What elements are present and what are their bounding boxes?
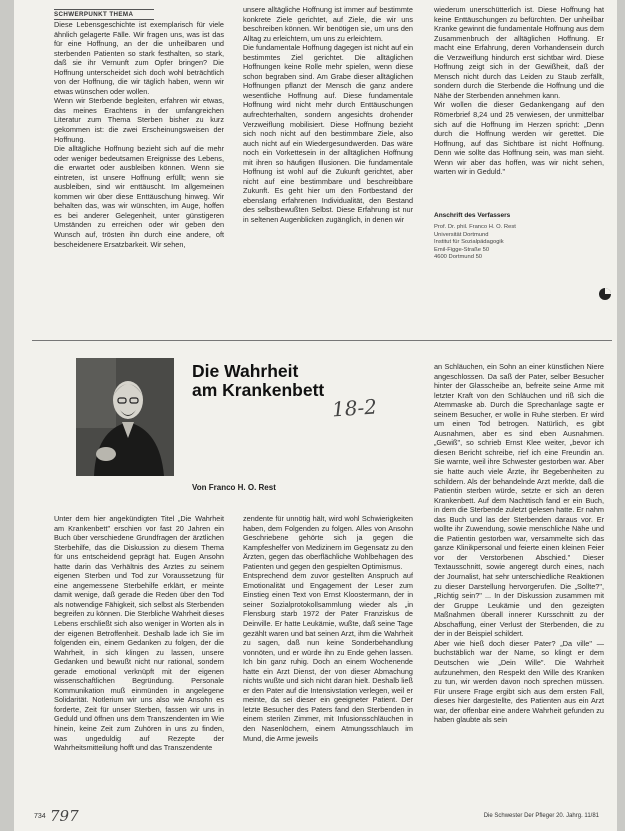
author-address bbox=[434, 224, 604, 262]
article-byline: Von Franco H. O. Rest bbox=[192, 483, 276, 492]
paragraph: zendente für unnötig hält, wird wohl Schwierigkeiten haben, dem Folgenden zu folgen. Alles von Ansohn Geschriebene gehörte sich ja gegen die Kampfeshelfer von Medizinern im Gegensatz zu den Ärzten, gegen das oberflächliche Wohlbehagen des Patienten und gegen den gespielten Optimismus. bbox=[243, 514, 413, 571]
paragraph: unsere alltägliche Hoffnung ist immer auf bestimmte konkrete Ziele gerichtet, auf Ziele, die wir uns beschreiben können. Wir benötigen sie, um uns den Alltag zu erleichtern, um uns zu erleichtern. bbox=[243, 5, 413, 43]
paragraph: Wir wollen die dieser Gedankengang auf den Römerbrief 8,24 und 25 verwiesen, der unmittelbar sich auf die Hoffnung im Herzen spricht: „Denn durch die Hoffnung werden wir gerettet. Die Hoffnung, auf das Sichtbare ist nicht Hoffnung. Denn wie sollte das Hoffnung sein, was man sieht. Wenn wir aber das hoffen, was wir nicht sehen, warten wir in Geduld." bbox=[434, 100, 604, 177]
end-mark-icon bbox=[598, 287, 612, 301]
section-tag: SCHWERPUNKT THEMA bbox=[54, 9, 154, 20]
page-number: 734 bbox=[34, 813, 46, 820]
article-column-1 bbox=[54, 514, 224, 806]
paragraph: Entsprechend dem zuvor gestellten Anspruch auf Emotionalität und Engagement der Leser zum Einstieg einen Text von Ernst Kloostermann, der in seiner Sozialprotokollsammlung wieder als „in Flensburg starb 1972 der Pater Franziskus de Deinville. Er hatte Leukämie, wußte, daß seine Tage gezählt waren und bat seinen Arzt, ihm die Wahrheit zu sagen, daß nun keine Sonderbehandlung vonnöten, und er würde ihn zu Ende gehen lassen. Ich bin ganz ruhig. Doch an einem Wochenende hatte ein Arzt Dienst, der von dieser Abmachung nichts wußte und sich nicht daran hielt. Deshalb ließ er den Pater auf die Intensivstation verlegen, weil er meinte, da sei dieser ein geeigneter Patient. Der letzte Besucher des Paters fand den Sterbenden in einem sterilen Zimmer, mit Infusionsschläuchen in den Nasenlöchern, einem Atmungsschlauch im Mund, die Arme jeweils bbox=[243, 571, 413, 743]
section-divider bbox=[32, 340, 612, 341]
paragraph: Wenn wir Sterbende begleiten, erfahren wir etwas, das meines Erachtens in der umfangreichen Literatur zum Thema Sterben bisher zu kurz gekommen ist: die zwei Erscheinungsweisen der Hoffnung. bbox=[54, 96, 224, 144]
address-title: Anschrift des Verfassers bbox=[434, 212, 511, 219]
title-line: am Krankenbett bbox=[192, 380, 325, 400]
top-column-3 bbox=[434, 5, 604, 203]
article-title bbox=[192, 362, 324, 400]
top-column-1 bbox=[54, 20, 224, 338]
address-line: Prof. Dr. phil. Franco H. O. Rest bbox=[434, 224, 516, 230]
address-line: Emil-Figge-Straße 50 bbox=[434, 246, 490, 253]
magazine-page bbox=[14, 0, 617, 831]
journal-citation: Die Schwester Der Pfleger 20. Jahrg. 11/81 bbox=[483, 813, 599, 819]
author-photo bbox=[76, 358, 174, 476]
title-line: Die Wahrheit bbox=[192, 361, 299, 381]
article-column-2 bbox=[243, 514, 413, 806]
paragraph: wiederum unerschütterlich ist. Diese Hoffnung hat keine Enttäuschungen zu befürchten. Der unheilbar Kranke gewinnt die fundamentale Hoffnung aus dem Zusammenbruch der alltäglichen Hoffnung. Er macht eine Erfahrung, deren Vorhandensein durch die Verzweiflung hindurch erst sichtbar wird. Diese Hoffnung zeigt sich in der Gewißheit, daß der Mensch nicht durch das Leiden zu Staub zerfällt, sondern durch die Sterbende die Hoffnung und die Nähe der Sterbenden annehmen kann. bbox=[434, 5, 604, 100]
handwritten-note: 18-2 bbox=[331, 394, 378, 422]
article-column-3 bbox=[434, 362, 604, 806]
paragraph: Die alltägliche Hoffnung bezieht sich auf die mehr oder weniger bedeutsamen Ereignisse des Lebens, die erwartet oder ausbleiben können. Wenn sie eintreten, ist unsere Hoffnung erfüllt; wenn sie ausbleiben, sind wir enttäuscht. Im allgemeinen kommen wir über diese Enttäuschung hinweg. Wir behalten das, was wir wünschten, im Auge, hoffen es bei anderer Gelegenheit, unter günstigeren Umständen zu erreichen oder wir geben den Wunsch auf, trösten ihn durch eine andere, oft bescheidenere Ersatzbarkeit. Wir sehen, bbox=[54, 144, 224, 249]
address-line: 4600 Dortmund 50 bbox=[434, 254, 483, 261]
paragraph: Die fundamentale Hoffnung dagegen ist nicht auf ein bestimmtes Ziel gerichtet. Die alltäglichen Hoffnungen keine Rolle mehr spielen, wenn diese schon begraben sind. Am Grabe dieser alltäglichen Hoffnungen pflanzt der Mensch die ganz andere wesentliche Hoffnung auf. Diese fundamentale Hoffnung wird nicht mehr durch Enttäuschungen aufrechterhalten, sondern angesichts drohender Verzweiflung mobilisiert. Diese Hoffnung bezieht sich noch nicht auf den bestimmbare Ziele, also auch nicht auf ein Wiedergesundwerden. Das wäre noch ein Vorkettesein in der alltäglichen Hoffnung mit ihren so häufigen Illusionen. Die fundamentale Hoffnung ist wohl auf die Zukunft gerichtet, aber nicht auf eine bestimmbare und beschreibbare Zukunft. Es geht hier um den Fortbestand der ebenslang erfahrenen Individualität, den Bestand des selbstbewußten Selbst. Diese Erfahrung ist nur in seltenen Augenblicken zugänglich, in denen wir bbox=[243, 43, 413, 225]
paragraph: Diese Lebensgeschichte ist exemplarisch für viele ähnlich gelagerte Fälle. Wir fragen uns, was ist das für eine Hoffnung, an der die unheilbaren und sterbenden Patienten so stark festhalten, so stark, daß sie ihr Vernunft zum Opfer bringen? Die Hoffnung unterscheidet sich doch wohl beträchtlich von der Hoffnung, die wir täglich haben, wenn wir etwas wünschen oder wollen. bbox=[54, 20, 224, 96]
paragraph: Aber wie hieß doch dieser Pater? „Da ville" — buchstäblich war der Name, so klingt er dem Deutschen wie „Dein Wille". Die Wahrheit aufzunehmen, den Respekt den Wille des Kranken zu tun, wir werden davon noch sprechen müssen. Für unsere Frage ergibt sich aus dem ersten Fall, dieses hier dargestellte, des Patienten aus ein Arzt war, der offenbar eine andere Wahrheit gefunden zu haben glaubte als sein bbox=[434, 638, 604, 725]
paragraph: an Schläuchen, ein Sohn an einer künstlichen Niere angeschlossen. Da saß der Pater, selber Besucher hinter der Glasscheibe an, befreite seine Arme mit letzter Kraft von den Schläuchen und riß sich die Atemmaske ab. Durch die Sprechanlage sagte er seinem Besucher, er wolle in Ruhe sterben. Er wird um einen Tod betrogen. Natürlich, es gibt Ausnahmen, aber es sind eben Ausnahmen. „Gewiß", so schrieb Ernst Klee weiter, „bevor ich diesen Bericht schreibe, rief ich eine Freundin an. Sie warnte, weil ihre Schwester gestorben war. Aber sie hatte auch viele Ärzte, ihr Begebenheiten zu schildern. Als der behandelnde Arzt merkte, daß die Patientin sterben würde, setzte er sich an deren Krankenbett. Auf dem Nachttisch fand er ein Buch, in dem die Sterbende zuletzt gelesen hatte. Er nahm das Buch und las der Sterbenden daraus vor. Er wollte ihr Zuwendung, sowie menschliche Nähe und die Patientin gestorben war, versammelte sich das ganze Klinikpersonal und feierte einen kleinen Feier vor der Verstorbenen Abschied." Dieser Textausschnitt, sowie angeregt durch eines, nach der Journalist, hat sehr unterschiedliche Reaktionen zu dieser Darstellung hervorgerufen. Die „Sollte?", „Richtig sein?" ... In der Diskussion zusammen mit der Gruppe Leukämie und den gezeigten Maßnahmen überall innerer Kursschnitt zu der Abschaffung, einer Verlust der Sterbenden, die zu der in der Beispiel schildert. bbox=[434, 362, 604, 639]
handwritten-stamp: 797 bbox=[50, 807, 79, 825]
address-line: Institut für Sozialpädagogik bbox=[434, 239, 504, 246]
address-line: Universität Dortmund bbox=[434, 231, 489, 238]
top-column-2 bbox=[243, 5, 413, 338]
paragraph: Unter dem hier angekündigten Titel „Die Wahrheit am Krankenbett" erschien vor fast 20 Jahren ein Buch über verschiedene Grundfragen der ärztlichen Sterbehilfe, das die Diskussion zu diesem Thema für uns entscheidend geprägt hat. Eugen Ansohn hatte darin das Verhältnis des Arztes zu seinem eigenen Sterben und Tod zur Voraussetzung für eine angemessene Sterbehilfe erklärt, er meinte damit wenige, daß gerade die Reden über den Tod als notwendige Fähigkeit, sich selbst als Sterbenden begreifen zu können. Die Sterbliche Wahrheit dieses Lebens erschließt sich also weniger in Worten als in der eigenen Betroffenheit. Deshalb lade ich Sie im folgenden ein, einem Gedanken zu folgen, der die Wahrheit, in sich klingen zu lassen, unsere Gedanken und bewußt nicht nur rational, sondern gerade emotional verknüpft mit der eigenen wissenschaftlichen Begründung. Personale Kommunikation muß einmünden in angelegene Solidarität. Notlerium wir uns also wie Ansohn es forderte, Zeit für unser Sterben, fassen wir uns in Geduld und öffnen uns dem Transzendenten im Wie hinein, keine Zeit zum Zuhören in uns zu finden, was ungeduldig auf Rezepte der Wahrheitsmitteilung hofft und das Transzendente bbox=[54, 514, 224, 753]
